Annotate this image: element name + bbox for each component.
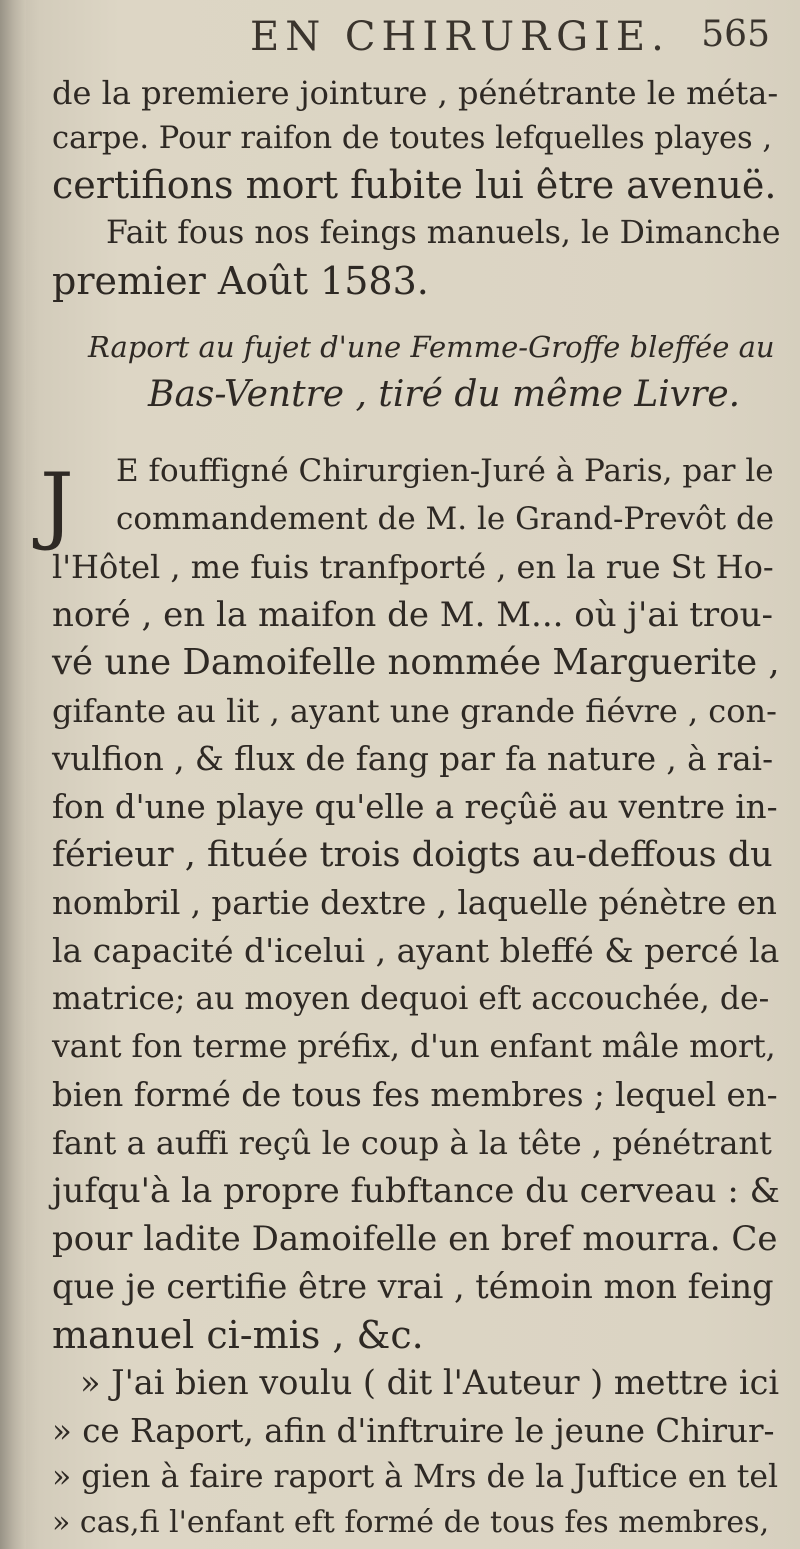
text-line: jufqu'à la propre fubftance du cerveau : &	[52, 1171, 780, 1211]
text-line: manuel ci-mis , &c.	[52, 1313, 424, 1357]
text-line: vé une Damoifelle nommée Marguerite ,	[52, 642, 780, 683]
text-line: gifante au lit , ayant une grande fiévre , con-	[52, 692, 777, 730]
heading-line: Bas-Ventre , tiré du même Livre.	[148, 374, 741, 415]
text-line: l'Hôtel , me fuis tranfporté , en la rue St Ho-	[52, 548, 774, 586]
text-line: commandement de M. le Grand-Prevôt de	[116, 501, 775, 537]
text-line: E fouffigné Chirurgien-Juré à Paris, par le	[116, 453, 774, 489]
text-line: » J'ai bien voulu ( dit l'Auteur ) mettre ici	[80, 1363, 780, 1402]
running-title: EN CHIRURGIE.	[250, 14, 670, 60]
text-line: fant a auffi reçû le coup à la tête , pénétrant	[52, 1124, 772, 1162]
text-line: que je certifie être vrai , témoin mon feing	[52, 1267, 774, 1306]
text-line: vulfion , & flux de fang par fa nature , à rai-	[52, 740, 774, 778]
text-line: certifions mort fubite lui être avenuë.	[52, 163, 777, 207]
text-line: » cas,fi l'enfant eft formé de tous fes membres,	[52, 1505, 770, 1540]
text-line: bien formé de tous fes membres ; lequel en-	[52, 1076, 778, 1114]
text-line: vant fon terme préfix, d'un enfant mâle mort,	[52, 1029, 776, 1065]
text-line: nombril , partie dextre , laquelle pénètre en	[52, 884, 777, 922]
text-line: Fait fous nos feings manuels, le Dimanche	[106, 215, 781, 251]
heading-line: Raport au fujet d'une Femme-Groffe bleffée au	[88, 330, 775, 364]
text-line: carpe. Pour raifon de toutes lefquelles playes ,	[52, 121, 773, 156]
page-gutter-shadow	[0, 0, 26, 1549]
text-line: férieur , fituée trois doigts au-deffous du	[52, 835, 773, 875]
text-line: pour ladite Damoifelle en bref mourra. Ce	[52, 1219, 778, 1259]
text-line: premier Août 1583.	[52, 259, 429, 303]
text-line: la capacité d'icelui , ayant bleffé & percé la	[52, 931, 780, 970]
drop-cap: J	[40, 455, 74, 553]
text-line: » gien à faire raport à Mrs de la Juftice en tel	[52, 1459, 779, 1495]
page-number: 565	[701, 14, 770, 55]
text-line: noré , en la maifon de M. M... où j'ai trou-	[52, 595, 774, 635]
text-line: fon d'une playe qu'elle a reçûë au ventre in-	[52, 788, 778, 826]
page-header	[100, 14, 770, 68]
text-line: » ce Raport, afin d'inftruire le jeune Chirur-	[52, 1412, 775, 1450]
text-line: de la premiere jointure , pénétrante le méta-	[52, 74, 779, 112]
text-line: matrice; au moyen dequoi eft accouchée, de-	[52, 981, 770, 1017]
